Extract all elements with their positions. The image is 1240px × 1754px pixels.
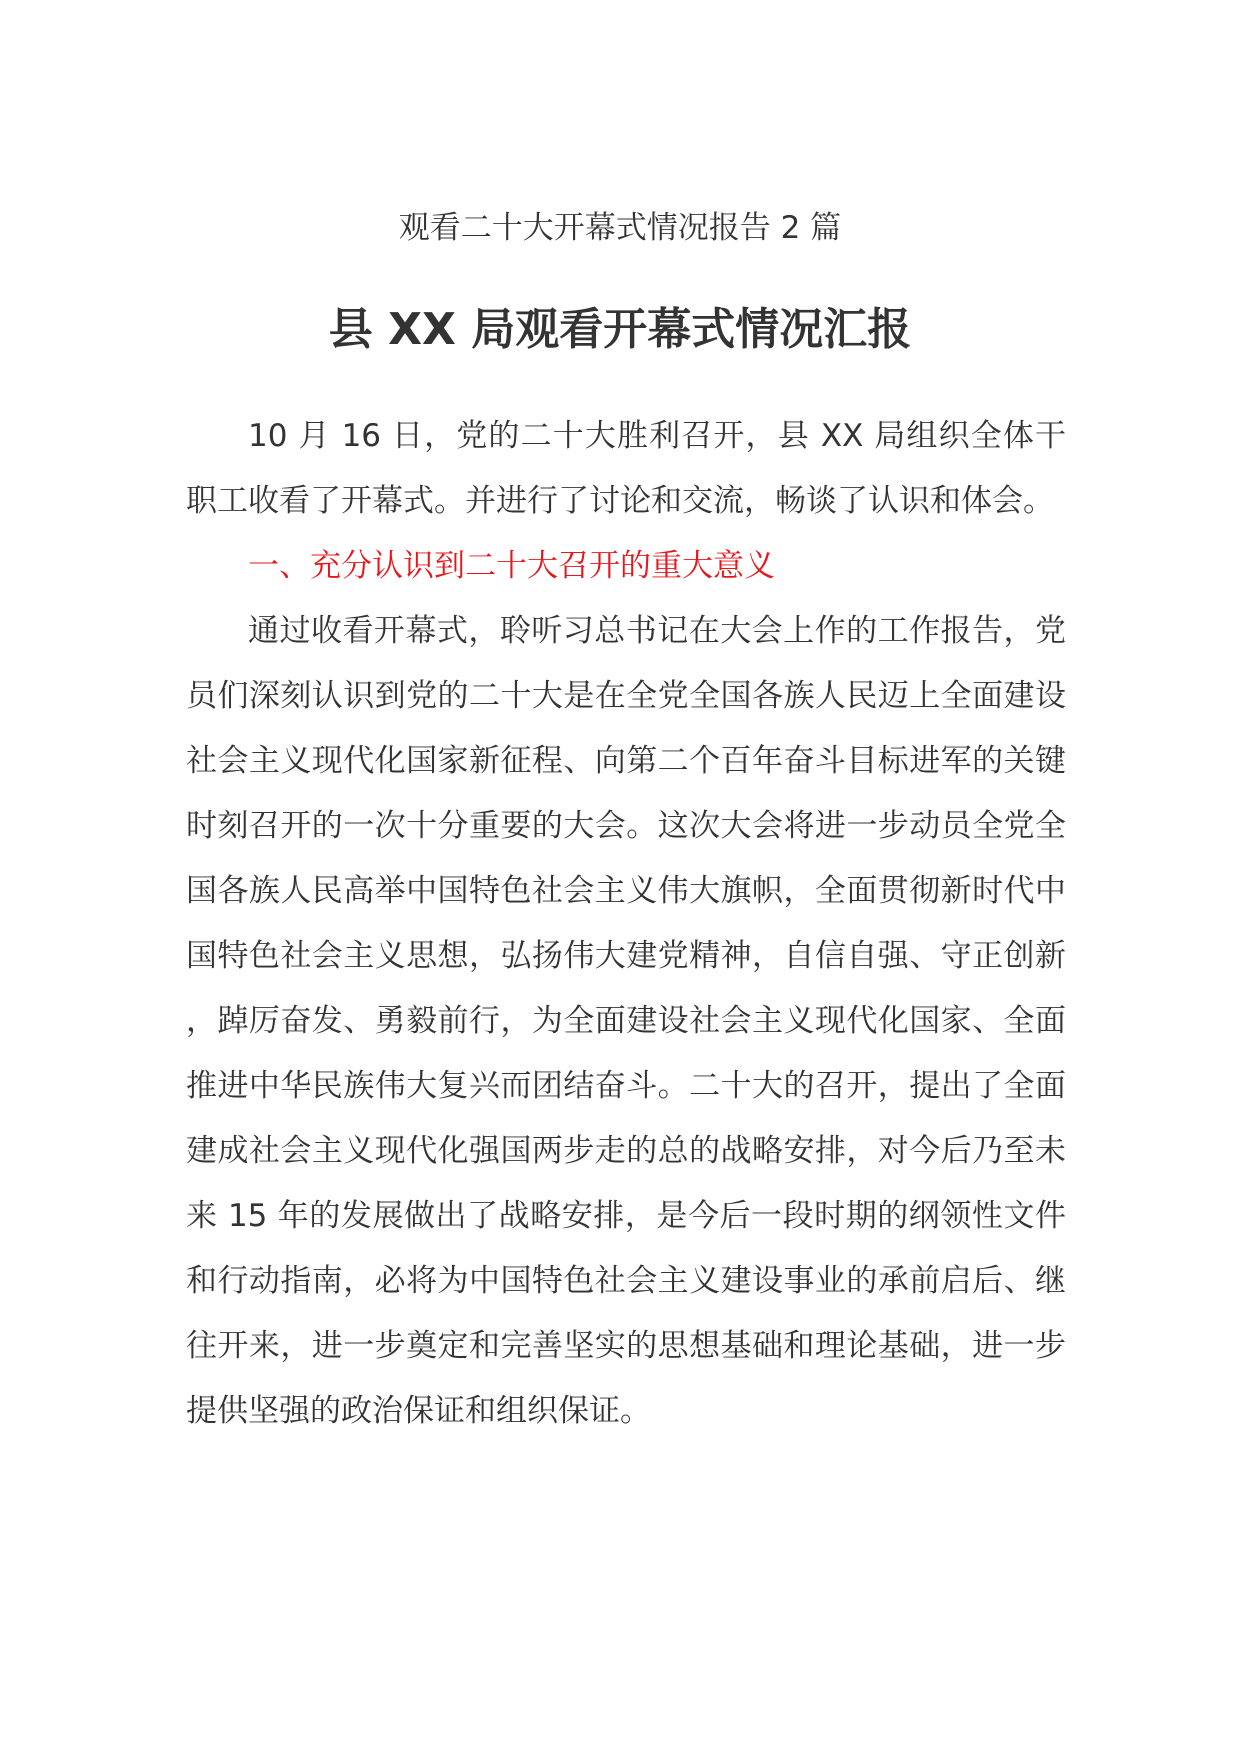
- section-heading: 一、充分认识到二十大召开的重大意义: [248, 548, 775, 584]
- intro-paragraph: 10 月 16 日，党的二十大胜利召开，县 XX 局组织全体干职工收看了开幕式。并进行了讨论和交流，畅谈了认识和体会。: [186, 418, 1066, 519]
- section-paragraph: 通过收看开幕式，聆听习总书记在大会上作的工作报告，党员们深刻认识到党的二十大是在全党全国各族人民迈上全面建设社会主义现代化国家新征程、向第二个百年奋斗目标进军的关键时刻召开的一次十分重要的大会。这次大会将进一步动员全党全国各族人民高举中国特色社会主义伟大旗帜，全面贯彻新时代中国特色社会主义思想，弘扬伟大建党精神，自信自强、守正创新，踔厉奋发、勇毅前行，为全面建设社会主义现代化国家、全面推进中华民族伟大复兴而团结奋斗。二十大的召开，提出了全面建成社会主义现代化强国两步走的总的战略安排，对今后乃至未来 15 年的发展做出了战略安排，是今后一段时期的纲领性文件和行动指南，必将为中国特色社会主义建设事业的承前启后、继往开来，进一步奠定和完善坚实的思想基础和理论基础，进一步提供坚强的政治保证和组织保证。: [186, 613, 1066, 1429]
- document-body: [186, 404, 1066, 1444]
- document-title: 县 XX 局观看开幕式情况汇报: [328, 304, 912, 355]
- document-subtitle: 观看二十大开幕式情况报告 2 篇: [398, 210, 842, 246]
